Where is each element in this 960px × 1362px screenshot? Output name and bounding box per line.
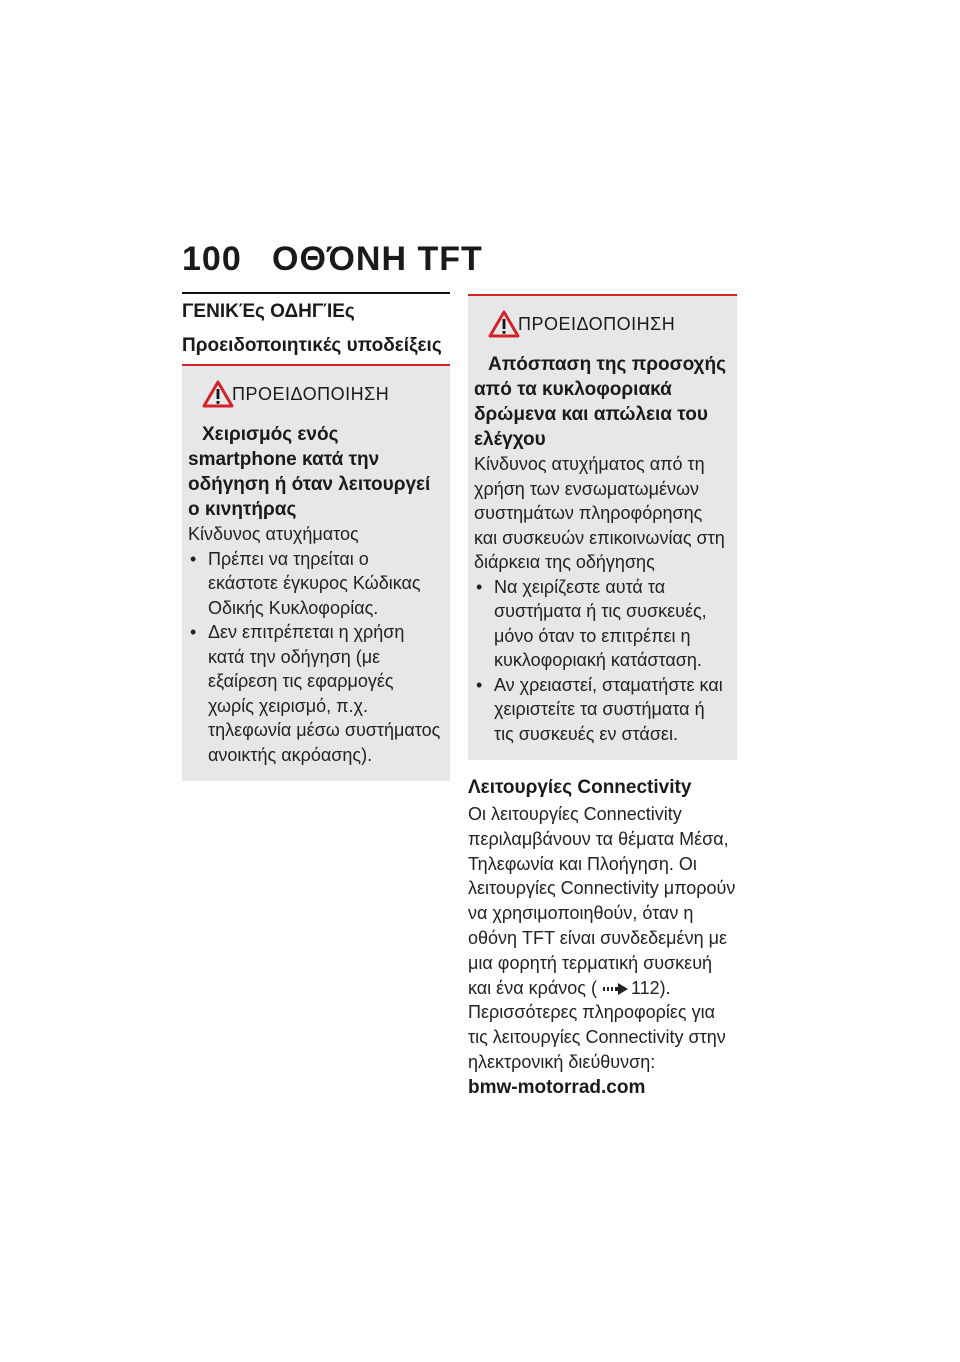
list-item: • Αν χρειαστεί, σταματήστε και χειριστείτε τα συστήματα ή τις συσκευές εν στάσει. <box>474 673 729 747</box>
page-reference[interactable]: 112). <box>630 977 671 998</box>
warning-title: Απόσπαση της προσοχής από τα κυκλοφοριακά δρώμενα και απώλεια του ελέγχου <box>474 354 726 450</box>
page-reference-arrow-icon <box>603 982 629 996</box>
warning-risk: Κίνδυνος ατυχήματος από τη χρήση των ενσωματωμένων συστημάτων πληροφόρησης και συσκευών επικοινωνίας στη διάρκεια της οδήγησης <box>474 454 725 572</box>
list-item: • Πρέπει να τηρείται ο εκάστοτε έγκυρος Κώδικας Οδικής Κυκλοφορίας. <box>188 547 442 621</box>
warning-bullets <box>182 547 450 768</box>
warning-triangle-icon <box>202 380 234 408</box>
warning-header <box>182 366 450 422</box>
section-title: ΓΕΝΙΚΈς ΟΔΗΓΊΕς <box>182 301 355 322</box>
website-link[interactable]: bmw-motorrad.com <box>468 1076 646 1098</box>
subsection-title: Προειδοποιητικές υποδείξεις <box>182 335 442 356</box>
chapter-title: ΟΘΌΝΗ TFT <box>272 240 483 278</box>
list-item: • Να χειρίζεστε αυτά τα συστήματα ή τις συσκευές, μόνο όταν το επιτρέπει η κυκλοφοριακή κατάσταση. <box>474 575 729 673</box>
page-number: 100 <box>182 240 242 278</box>
warning-box-left <box>182 366 450 781</box>
warning-label: ΠΡΟΕΙΔΟΠΟΙΗΣΗ <box>232 384 390 404</box>
connectivity-more-info: Περισσότερες πληροφορίες για τις λειτουργίες Connectivity στην ηλεκτρονική διεύθυνση: <box>468 1002 726 1072</box>
warning-bullets <box>468 575 737 747</box>
warning-risk: Κίνδυνος ατυχήματος <box>188 524 359 544</box>
list-item: • Δεν επιτρέπεται η χρήση κατά την οδήγηση (με εξαίρεση τις εφαρμογές χωρίς χειρισμό, π.χ. τηλεφωνία μέσω συστήματος ανοικτής ακρόασης). <box>188 620 442 767</box>
right-column <box>468 294 737 1101</box>
left-column <box>182 292 450 781</box>
warning-label: ΠΡΟΕΙΔΟΠΟΙΗΣΗ <box>518 314 676 334</box>
connectivity-title: Λειτουργίες Connectivity <box>468 777 692 798</box>
warning-title: Χειρισμός ενός smartphone κατά την οδήγηση ή όταν λειτουργεί ο κινητήρας <box>188 424 431 520</box>
warning-box-right <box>468 296 737 760</box>
section-rule <box>182 292 450 294</box>
warning-triangle-icon <box>488 310 520 338</box>
connectivity-paragraph: Οι λειτουργίες Connectivity περιλαμβάνουν τα θέματα Μέσα, Τηλεφωνία και Πλοήγηση. Οι λειτουργίες Connectivity μπορούν να χρησιμοποιηθούν, όταν η οθόνη TFT είναι συνδεδεμένη με μια φορητή τερματική συσκευή και ένα κράνος ( 112). <box>468 804 736 998</box>
page-header <box>182 240 737 280</box>
warning-header <box>468 296 737 352</box>
